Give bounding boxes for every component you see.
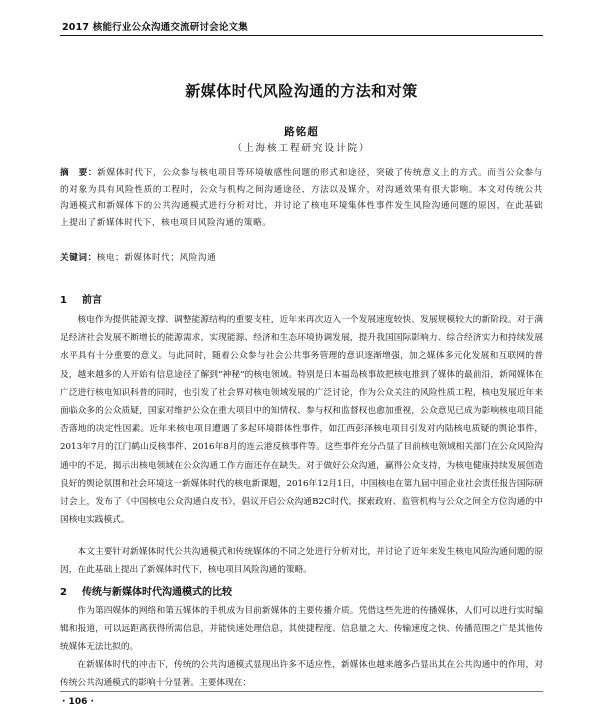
abstract-text: 新媒体时代下，公众参与核电项目等环境敏感性问题的形式和途径，突破了传统意义上的方式。而当公众参与的对象为具有风险性质的工程时，公众与机构之间沟通途径、方法以及媒介，对沟通效果有很大影响。本文对传统公共沟通模式和新媒体下的公共沟通模式进行分析对比，并讨论了核电环境集体性事件发生风险沟通问题的原因，在此基础上提出了新媒体时代下，核电项目风险沟通的策略。 [60,168,543,228]
abstract [60,165,543,231]
author-affiliation: （上海核工程研究设计院） [232,143,371,154]
section-number: 2 [60,587,67,598]
abstract-label: 摘 要： [60,168,98,178]
section-heading [60,291,102,306]
header-rule [60,35,543,36]
author-name: 路铭超 [284,126,319,138]
keywords-label: 关键词： [60,253,97,263]
paragraph: 核电作为提供能源支撑、调整能源结构的重要支柱，近年来再次迈入一个发展速度较快、发展规模较大的新阶段。对于满足经济社会发展不断增长的能源需求，实现能源、经济和生态环境协调发展，提升我国国际影响力、综合经济实力和持续发展水平具有十分重要的意义。与此同时，随着公众参与社会公共事务管理的意识逐渐增强，加之媒体多元化发展和互联网的普及，越来越多的人开始有信息途径了解到“神秘”的核电领域。特别是日本福岛核事故把核电推到了媒体的最前沿，新闻媒体在广泛进行核电知识科普的同时，也引发了社会界对核电领域发展的广泛讨论，作为公众关注的风险性质工程，核电发展近年来面临众多的公众质疑，国家对维护公众在重大项目中的知情权、参与权和监督权也愈加重视，公众意见已成为影响核电项目能否落地的决定性因素。近年来核电项目遭遇了多起环境群体性事件，如江西彭泽核电项目引发对内陆核电质疑的舆论事件，2013年7月的江门鹤山反核事件、2016年8月的连云港反核事件等。这些事件充分凸显了目前核电领域相关部门在公众风险沟通中的不足，揭示出核电领域在公众沟通工作方面还存在缺失。对于做好公众沟通，赢得公众支持，为核电健康持续发展创造良好的舆论氛围和社会环境这一新媒体时代的核电新课题，2016年12月1日，中国核电在第九届中国企业社会责任报告国际研讨会上，发布了《中国核电公众沟通白皮书》，倡议开启公众沟通B2C时代，探索政府、监管机构与公众之间全方位沟通的中国核电实践模式。 [60,315,543,526]
paragraph: 本文主要针对新媒体时代公共沟通模式和传统媒体的不同之处进行分析对比，并讨论了近年来发生核电风险沟通问题的原因，在此基础上提出了新媒体时代下，核电项目风险沟通的策略。 [60,547,543,576]
paragraph: 作为第四媒体的网络和第五媒体的手机成为目前新媒体的主要传播介质。凭借这些先进的传播媒体，人们可以进行实时编辑和报道，可以远距离获得所需信息，并能快速处理信息，其使捷程度、信息量之大、传输速度之快、传播范围之广是其他传统媒体无法比拟的。 [60,606,543,653]
section-heading [60,583,232,598]
keywords-text: 核电；新媒体时代；风险沟通 [96,253,217,263]
paragraph: 在新媒体时代的冲击下，传统的公共沟通模式显现出许多不适应性，新媒体也越来越多凸显出其在公共沟通中的作用，对传统公共沟通模式的影响十分显著。主要体现在： [60,660,543,689]
section-title: 传统与新媒体时代沟通模式的比较 [82,587,232,598]
keywords [60,251,543,263]
page-number: · 106 · [62,697,94,707]
footer-rule [60,691,543,692]
running-head: 2017 核能行业公众沟通交流研讨会论文集 [62,22,248,33]
article-title: 新媒体时代风险沟通的方法和对策 [185,82,418,100]
section-title: 前言 [82,295,102,306]
section-number: 1 [60,295,67,306]
